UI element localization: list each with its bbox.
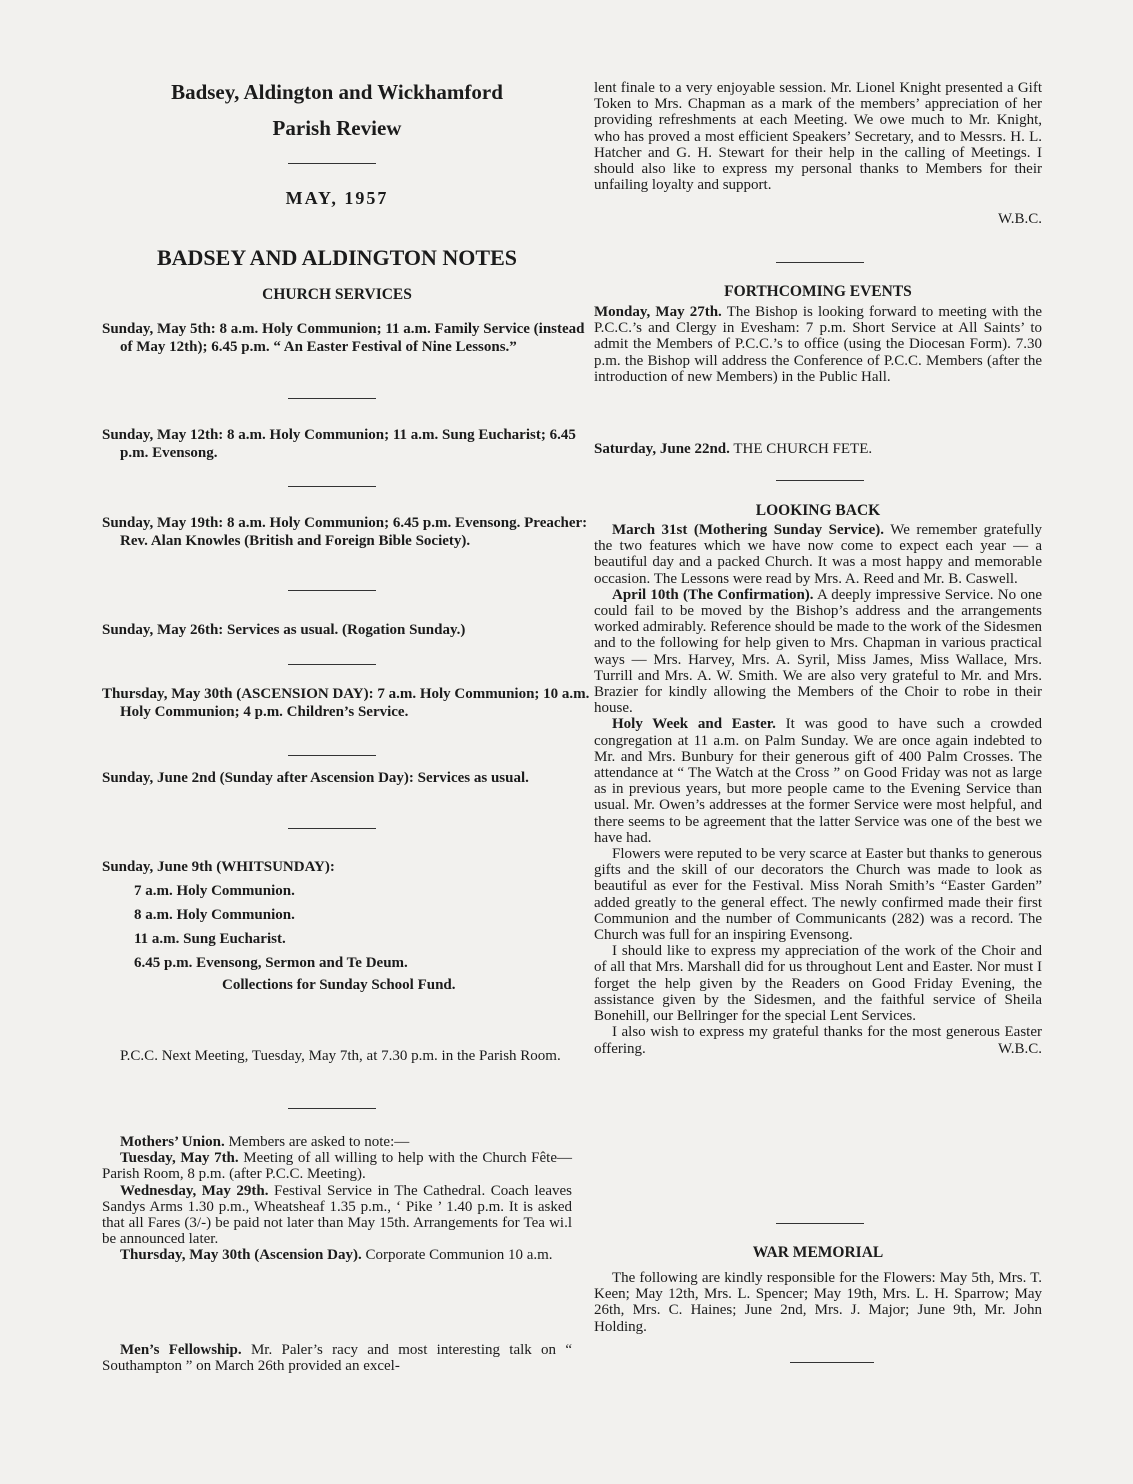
- mens-fellowship-notice: [102, 1342, 572, 1374]
- whitsunday-service: 8 a.m. Holy Communion.: [134, 907, 295, 923]
- divider: [288, 486, 376, 487]
- mothers-union-intro: Members are asked to note:—: [228, 1134, 410, 1150]
- lb-text: I also wish to express my grateful thanks for the most generous Easter offering.: [594, 1024, 1042, 1057]
- mu-text: Festival Service in The Cathedral. Coach leaves Sandys Arms 1.30 p.m., Wheatsheaf 1.35 p.m., ‘ Pike ’ 1.40 p.m. It is asked that all Fares (3/-) be paid not later than May 15th. Arrangements for Tea wi.l be announced later.: [102, 1182, 572, 1248]
- mothers-union-label: Mothers’ Union.: [120, 1134, 225, 1150]
- looking-back-body: [594, 522, 1042, 1057]
- service-entry: Sunday, May 26th: Services as usual. (Rogation Sunday.): [102, 622, 466, 638]
- event-entry: [594, 304, 1042, 385]
- divider: [288, 163, 376, 164]
- pcc-text: Next Meeting, Tuesday, May 7th, at 7.30 p.m. in the Parish Room.: [161, 1048, 561, 1064]
- service-entry: Thursday, May 30th (ASCENSION DAY): 7 a.m. Holy Communion; 10 a.m. Holy Communion; 4 p.m. Children’s Service.: [102, 686, 590, 720]
- mu-date-label: Tuesday, May 7th.: [120, 1150, 239, 1167]
- divider: [288, 828, 376, 829]
- event-date: Monday, May 27th.: [594, 304, 722, 320]
- service-entry: Sunday, June 2nd (Sunday after Ascension Day): Services as usual.: [102, 770, 529, 786]
- mens-fellowship-label: Men’s Fellowship.: [120, 1342, 242, 1358]
- lb-label: Holy Week and Easter.: [612, 716, 776, 733]
- event-date: Saturday, June 22nd.: [594, 441, 730, 457]
- masthead-subtitle: Parish Review: [272, 116, 402, 140]
- forthcoming-events-heading: FORTHCOMING EVENTS: [724, 283, 912, 300]
- divider: [288, 755, 376, 756]
- signature: W.B.C.: [997, 1040, 1042, 1057]
- lb-text: Flowers were reputed to be very scarce at Easter but thanks to generous gifts and the skill of our decorators the Church was made to look as beautiful as ever for the Festival. Miss Norah Smith’s “Easter Garden” added greatly to the general effect. The newly confirmed made their first Communion and the number of Communicants (282) was a record. The Church was full for an inspiring Evensong.: [594, 846, 1042, 944]
- mens-fellowship-continued: lent finale to a very enjoyable session. Mr. Lionel Knight presented a Gift Token to Mrs. Chapman as a mark of the members’ appreciation of her providing refreshments at each Meeting. We owe much to Mr. Knight, who has proved a most efficient Speakers’ Secretary, and to Messrs. H. L. Hatcher and G. H. Stewart for their help in the calling of Meetings. I should also like to express my personal thanks to Members for their unfailing loyalty and support.: [594, 80, 1042, 194]
- mu-date-label: Wednesday, May 29th.: [120, 1182, 269, 1199]
- mu-text: Meeting of all willing to help with the Church Fête—Parish Room, 8 p.m. (after P.C.C. Meeting).: [102, 1150, 572, 1183]
- section-heading: BADSEY AND ALDINGTON NOTES: [156, 245, 518, 270]
- looking-back-heading: LOOKING BACK: [755, 502, 881, 519]
- signature: W.B.C.: [997, 211, 1042, 227]
- masthead-title: Badsey, Aldington and Wickhamford: [171, 80, 503, 104]
- divider: [776, 262, 864, 263]
- event-entry: [594, 441, 1042, 457]
- lb-text: We remember gratefully the two features which we have now come to expect each year — a beautiful day and a packed Church. It was a most happy and memorable occasion. The Lessons were read by Mrs. A. Reed and Mr. B. Caswell.: [594, 522, 1042, 587]
- mothers-union-notice: [102, 1134, 572, 1264]
- divider: [776, 480, 864, 481]
- event-text: The Bishop is looking forward to meeting with the P.C.C.’s and Clergy in Evesham: 7 p.m. Short Service at All Saints’ to admit the Members of P.C.C.’s to office (using the Diocesan Form). 7.30 p.m. the Bishop will address the Conference of P.C.C. Members (after the introduction of new Members) in the Public Hall.: [594, 304, 1043, 385]
- service-entry: Sunday, May 5th: 8 a.m. Holy Communion; 11 a.m. Family Service (instead of May 12th); 6.45 p.m. “ An Easter Festival of Nine Lessons.”: [102, 321, 585, 355]
- mu-text: Corporate Communion 10 a.m.: [365, 1247, 553, 1264]
- divider: [288, 664, 376, 665]
- lb-label: March 31st (Mothering Sunday Service).: [612, 522, 884, 538]
- service-entry: Sunday, May 12th: 8 a.m. Holy Communion; 11 a.m. Sung Eucharist; 6.45 p.m. Evensong.: [102, 427, 576, 461]
- whitsunday-service: 11 a.m. Sung Eucharist.: [134, 931, 286, 947]
- mu-date-label: Thursday, May 30th (Ascension Day).: [120, 1247, 362, 1264]
- service-entry: Sunday, May 19th: 8 a.m. Holy Communion; 6.45 p.m. Evensong. Preacher: Rev. Alan Knowles (British and Foreign Bible Society).: [102, 515, 588, 549]
- church-services-heading: CHURCH SERVICES: [262, 286, 412, 303]
- pcc-notice: [102, 1048, 572, 1064]
- war-memorial-text: The following are kindly responsible for the Flowers: May 5th, Mrs. T. Keen; May 12th, Mrs. L. Spencer; May 19th, Mrs. L. H. Sparrow; May 26th, Mrs. C. Haines; June 2nd, Mrs. J. Major; June 9th, Mr. John Holding.: [594, 1270, 1042, 1335]
- issue-date: MAY, 1957: [285, 188, 389, 208]
- mens-fellowship-text: Mr. Paler’s racy and most interesting talk on “ Southampton ” on March 26th provided an excel-: [102, 1342, 572, 1375]
- whitsunday-service: 6.45 p.m. Evensong, Sermon and Te Deum.: [134, 955, 408, 971]
- divider: [790, 1362, 874, 1363]
- divider: [288, 1108, 376, 1109]
- divider: [288, 398, 376, 399]
- event-text: THE CHURCH FETE.: [733, 441, 873, 457]
- lb-text: A deeply impressive Service. No one could fail to be moved by the Bishop’s address and the arrangements worked admirably. Reference should be made to the work of the Sidesmen and to the following for help given to Mrs. Chapman in various practical ways — Mrs. Harvey, Mrs. A. Syril, Miss James, Miss Wallace, Mrs. Turrill and Mrs. A. W. Smith. We are also very grateful to Mr. and Mrs. Brazier for kindly allowing the Members of the Choir to robe in their house.: [594, 586, 1042, 717]
- collections-note: Collections for Sunday School Fund.: [222, 977, 456, 993]
- lb-label: April 10th (The Confirmation).: [612, 586, 814, 603]
- lb-text: It was good to have such a crowded congregation at 11 a.m. on Palm Sunday. We are once again indebted to Mr. and Mrs. Bunbury for their generous gift of 400 Palm Crosses. The attendance at “ The Watch at the Cross ” on Good Friday was not as large as in previous years, but more people came to the Evening Service than usual. Mr. Owen’s addresses at the former Service were most helpful, and there seems to be agreement that the latter Service was one of the best we have had.: [594, 716, 1043, 846]
- divider: [288, 590, 376, 591]
- pcc-label: P.C.C.: [120, 1048, 158, 1064]
- whitsunday-service: 7 a.m. Holy Communion.: [134, 883, 295, 899]
- divider: [776, 1223, 864, 1224]
- lb-text: I should like to express my appreciation of the work of the Choir and of all that Mrs. Marshall did for us throughout Lent and Easter. Nor must I forget the help given by the Readers on Good Friday Evening, the assistance given by the Sidesmen, and the faithful service of Sheila Bonehill, our Bellringer for the special Lent Services.: [594, 943, 1042, 1025]
- war-memorial-heading: WAR MEMORIAL: [752, 1244, 884, 1261]
- service-entry: Sunday, June 9th (WHITSUNDAY):: [102, 859, 335, 875]
